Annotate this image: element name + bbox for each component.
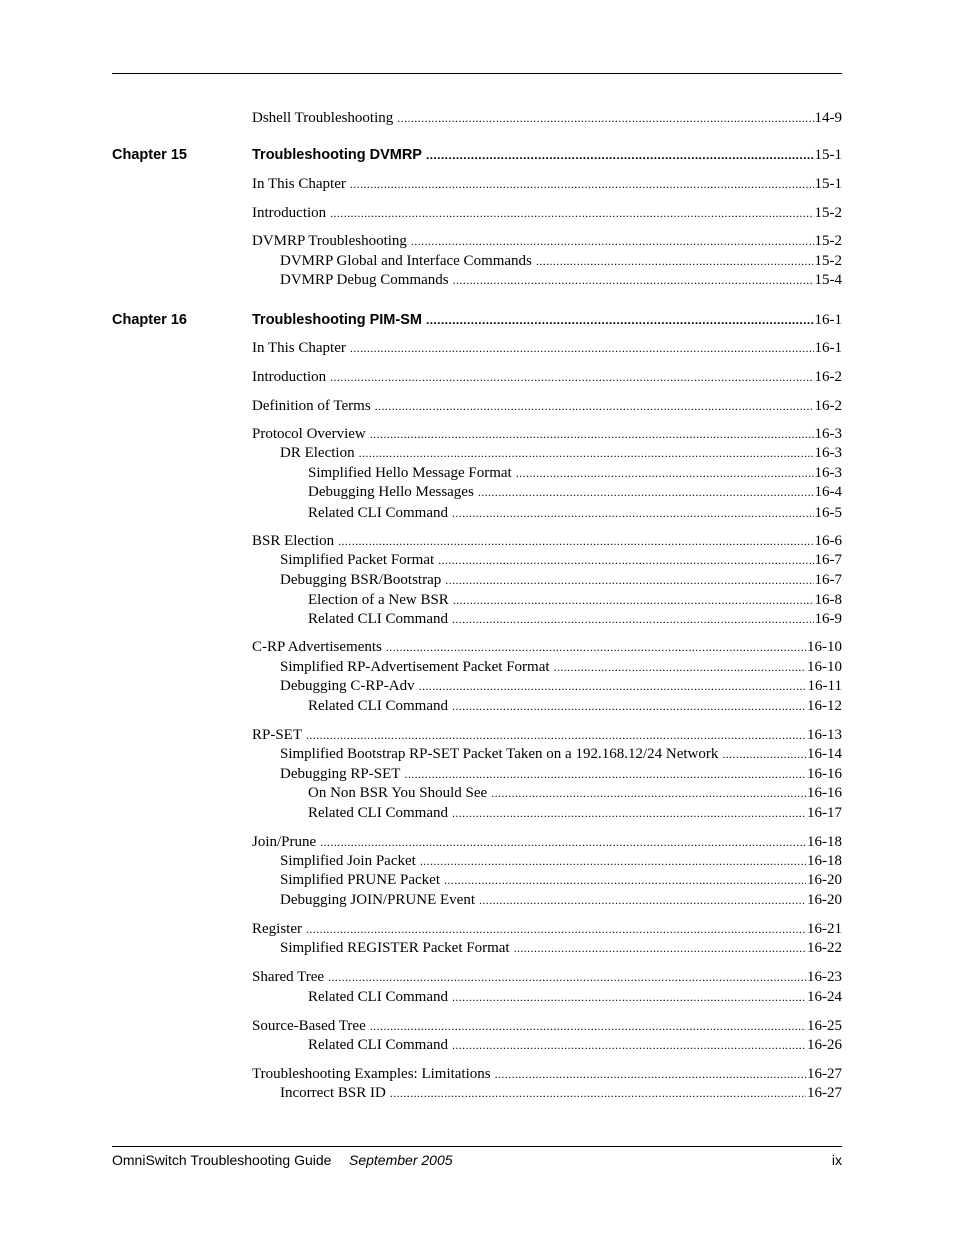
footer-date: September 2005 [349, 1152, 453, 1168]
toc-entry[interactable]: Simplified Join Packet ..... 16-18 [280, 851, 842, 871]
toc-entry[interactable]: C-RP Advertisements ..... 16-10 [252, 637, 842, 657]
toc-entry[interactable]: Simplified Bootstrap RP-SET Packet Taken on a 192.168.12/24 Network ..... 16-14 [280, 744, 842, 764]
toc-entry[interactable]: Simplified Packet Format ..... 16-7 [280, 550, 842, 570]
toc-entry[interactable]: Election of a New BSR ..... 16-8 [308, 590, 842, 610]
toc-entry[interactable]: Related CLI Command ..... 16-9 [308, 609, 842, 629]
chapter-title[interactable]: Troubleshooting PIM-SM ..... 16-1 [252, 310, 842, 330]
toc-entry[interactable]: Simplified REGISTER Packet Format ..... 16-22 [280, 938, 842, 958]
toc-entry[interactable]: Debugging Hello Messages ..... 16-4 [308, 482, 842, 502]
chapter-15-label: Chapter 15 [112, 147, 187, 163]
toc-entry[interactable]: Shared Tree ..... 16-23 [252, 967, 842, 987]
footer-page-number: ix [831, 1152, 842, 1168]
toc-entry[interactable]: Related CLI Command ..... 16-5 [308, 503, 842, 523]
toc-entry[interactable]: Debugging BSR/Bootstrap ..... 16-7 [280, 570, 842, 590]
toc-entry[interactable]: Dshell Troubleshooting ..... 14-9 [252, 108, 842, 128]
toc-entry[interactable]: Simplified Hello Message Format ..... 16-3 [308, 463, 842, 483]
toc-entry[interactable]: Debugging JOIN/PRUNE Event ..... 16-20 [280, 890, 842, 910]
chapter-16-label: Chapter 16 [112, 312, 187, 328]
toc-entry[interactable]: Protocol Overview ..... 16-3 [252, 424, 842, 444]
toc-entry[interactable]: DVMRP Troubleshooting ..... 15-2 [252, 231, 842, 251]
toc-entry[interactable]: Simplified PRUNE Packet ..... 16-20 [280, 870, 842, 890]
toc-entry[interactable]: Simplified RP-Advertisement Packet Format ..... 16-10 [280, 657, 842, 677]
toc-entry[interactable]: Related CLI Command ..... 16-24 [308, 987, 842, 1007]
toc-entry[interactable]: Definition of Terms ..... 16-2 [252, 396, 842, 416]
footer-rule [112, 1146, 842, 1147]
toc-entry[interactable]: Join/Prune ..... 16-18 [252, 832, 842, 852]
toc-entry[interactable]: Related CLI Command ..... 16-26 [308, 1035, 842, 1055]
chapter-title[interactable]: Troubleshooting DVMRP ..... 15-1 [252, 145, 842, 165]
toc-entry[interactable]: Introduction ..... 16-2 [252, 367, 842, 387]
toc-entry[interactable]: Related CLI Command ..... 16-12 [308, 696, 842, 716]
toc-entry[interactable]: DVMRP Global and Interface Commands ..... 15-2 [280, 251, 842, 271]
toc-entry[interactable]: Debugging C-RP-Adv ..... 16-11 [280, 676, 842, 696]
toc-entry[interactable]: Incorrect BSR ID ..... 16-27 [280, 1083, 842, 1103]
toc-entry[interactable]: RP-SET ..... 16-13 [252, 725, 842, 745]
toc-entry[interactable]: Introduction ..... 15-2 [252, 203, 842, 223]
toc-entry[interactable]: In This Chapter ..... 15-1 [252, 174, 842, 194]
toc-entry[interactable]: Source-Based Tree ..... 16-25 [252, 1016, 842, 1036]
toc-entry[interactable]: Debugging RP-SET ..... 16-16 [280, 764, 842, 784]
toc-entry[interactable]: DVMRP Debug Commands ..... 15-4 [280, 270, 842, 290]
toc-entry[interactable]: DR Election ..... 16-3 [280, 443, 842, 463]
toc-entry[interactable]: In This Chapter ..... 16-1 [252, 338, 842, 358]
toc-entry[interactable]: Troubleshooting Examples: Limitations ..... 16-27 [252, 1064, 842, 1084]
toc-entry[interactable]: Related CLI Command ..... 16-17 [308, 803, 842, 823]
toc-entry[interactable]: Register ..... 16-21 [252, 919, 842, 939]
footer-guide-title: OmniSwitch Troubleshooting Guide [112, 1152, 332, 1168]
toc-entry[interactable]: On Non BSR You Should See ..... 16-16 [308, 783, 842, 803]
toc-entry[interactable]: BSR Election ..... 16-6 [252, 531, 842, 551]
